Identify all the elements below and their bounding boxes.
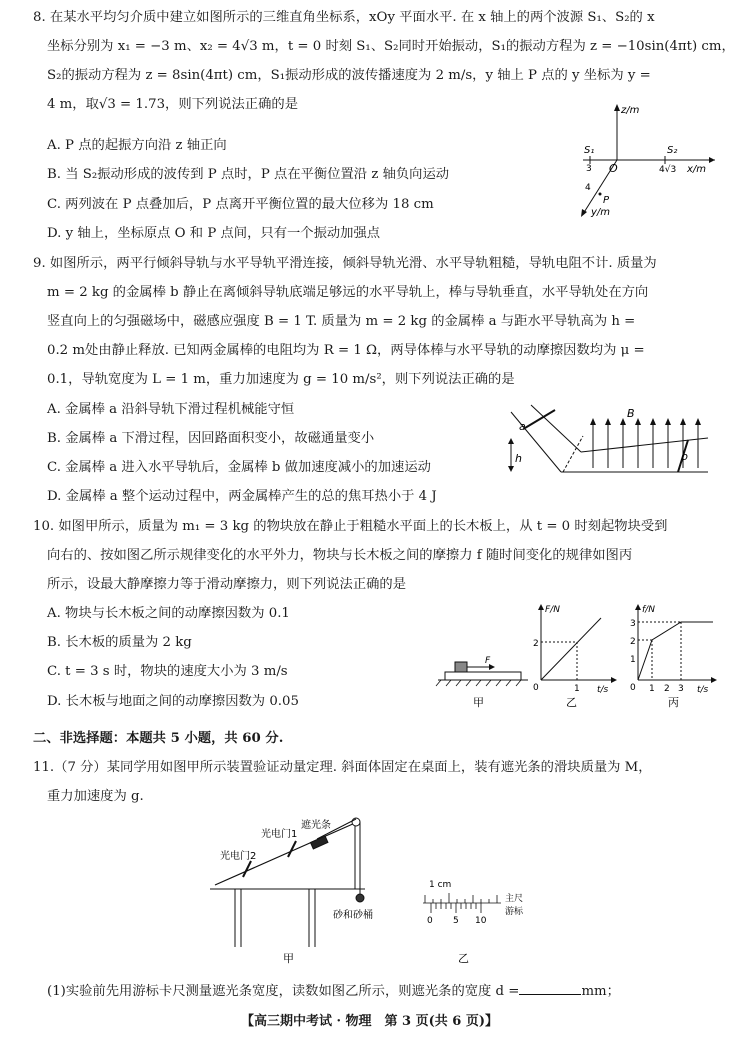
q8-stem-line-2: 坐标分别为 x₁ = −3 m、x₂ = 4√3 m，t = 0 时刻 S₁、S₂同时开始振动，S₁的振动方程为 z = −10sin(4πt) cm， (47, 39, 735, 54)
s1-x-value: 3 (586, 164, 592, 174)
bing-y-tick-3: 3 (630, 619, 636, 629)
q10-option-d: D. 长木板与地面之间的动摩擦因数为 0.05 (47, 694, 299, 709)
vernier-tick-5: 5 (453, 916, 459, 926)
q11-stem-line-1: 11.（7 分）某同学用如图甲所示装置验证动量定理. 斜面体固定在桌面上，装有遮光条的滑块质量为 M， (33, 760, 652, 775)
q8-stem-line-4: 4 m，取√3 = 1.73，则下列说法正确的是 (47, 97, 298, 112)
q8-option-a: A. P 点的起振方向沿 z 轴正向 (47, 138, 227, 153)
q11-sub-question-1 (47, 980, 620, 1002)
yi-x-tick: 1 (574, 684, 580, 694)
s2-label: S₂ (667, 145, 678, 156)
q8-stem-line-1: 8. 在某水平均匀介质中建立如图所示的三维直角坐标系，xOy 平面水平. 在 x 轴上的两个波源 S₁、S₂的 x (33, 10, 655, 25)
rod-a-label: a (519, 420, 526, 433)
z-axis-label: z/m (621, 105, 640, 116)
q9-stem-line-4: 0.2 m处由静止释放. 已知两金属棒的电阻均为 R = 1 Ω，两导体棒与水平导轨的动摩擦因数均为 μ = (47, 343, 645, 358)
q9-stem-line-1: 9. 如图所示，两平行倾斜导轨与水平导轨平滑连接，倾斜导轨光滑、水平导轨粗糙，导轨电阻不计. 质量为 (33, 256, 657, 271)
q8-stem-line-3: S₂的振动方程为 z = 8sin(4πt) cm，S₁振动形成的波传播速度为 2 m/s，y 轴上 P 点的 y 坐标为 y = (47, 68, 651, 83)
q9-option-b: B. 金属棒 a 下滑过程，因回路面积变小，故磁通量变小 (47, 431, 375, 446)
fig-bing-label: 丙 (668, 696, 679, 709)
page-footer: 【高三期中考试 · 物理 第 3 页(共 6 页)】 (240, 1014, 499, 1029)
q8-option-b: B. 当 S₂振动形成的波传到 P 点时，P 点在平衡位置沿 z 轴负向运动 (47, 167, 450, 182)
section-2-heading: 二、非选择题：本题共 5 小题，共 60 分. (33, 731, 284, 746)
bing-x-tick-3: 3 (678, 684, 684, 694)
vernier-tick-10: 10 (475, 916, 487, 926)
q9-rail-figure (503, 400, 713, 475)
cm-label: 1 cm (429, 880, 452, 890)
q9-option-d: D. 金属棒 a 整个运动过程中，两金属棒产生的总的焦耳热小于 4 J (47, 489, 437, 504)
q10-option-a: A. 物块与长木板之间的动摩擦因数为 0.1 (47, 606, 290, 621)
force-label: F (485, 656, 491, 666)
q10-option-b: B. 长木板的质量为 2 kg (47, 635, 192, 650)
yi-y-tick: 2 (533, 639, 539, 649)
q11-apparatus-figure (205, 815, 530, 970)
bing-x-tick-2: 2 (664, 684, 670, 694)
bing-zero: 0 (630, 683, 636, 693)
yi-zero: 0 (533, 683, 539, 693)
q9-option-a: A. 金属棒 a 沿斜导轨下滑过程机械能守恒 (47, 402, 295, 417)
q10-figures (433, 600, 723, 712)
y-axis-label: y/m (591, 207, 611, 218)
gate-2-label: 光电门2 (220, 851, 257, 862)
q11-sub1-unit: mm； (581, 984, 620, 999)
p-label: P (603, 195, 610, 206)
q10-stem-line-1: 10. 如图甲所示，质量为 m₁ = 3 kg 的物块放在静止于粗糙水平面上的长木板上，从 t = 0 时刻起物块受到 (33, 519, 668, 534)
vernier-tick-0: 0 (427, 916, 433, 926)
q9-stem-line-5: 0.1，导轨宽度为 L = 1 m，重力加速度为 g = 10 m/s²，则下列说法正确的是 (47, 372, 515, 387)
vernier-label: 游标 (505, 907, 524, 917)
main-scale-label: 主尺 (505, 894, 524, 904)
q10-stem-line-2: 向右的、按如图乙所示规律变化的水平外力，物块与长木板之间的摩擦力 f 随时间变化的规律如图丙 (47, 548, 633, 563)
q8-coordinate-figure (565, 98, 725, 228)
yi-x-axis-label: t/s (597, 685, 609, 695)
fig-yi-label-11: 乙 (458, 952, 469, 965)
q10-option-c: C. t = 3 s 时，物块的速度大小为 3 m/s (47, 664, 288, 679)
fig-jia-label: 甲 (473, 696, 484, 709)
rod-b-label: b (681, 450, 688, 463)
fig-jia-label-11: 甲 (283, 952, 294, 965)
q9-stem-line-2: m = 2 kg 的金属棒 b 静止在离倾斜导轨底端足够远的水平导轨上，棒与导轨垂直，水平导轨处在方向 (47, 285, 649, 300)
q11-stem-line-2: 重力加速度为 g. (47, 789, 144, 804)
sand-bucket-label: 砂和砂桶 (333, 910, 373, 921)
q10-stem-line-3: 所示，设最大静摩擦力等于滑动摩擦力，则下列说法正确的是 (47, 577, 407, 592)
bing-y-axis-label: f/N (642, 605, 655, 615)
field-b-label: B (627, 407, 635, 420)
height-label: h (515, 452, 522, 465)
p-y-value: 4 (585, 183, 591, 193)
q11-sub1-text: (1)实验前先用游标卡尺测量遮光条宽度，读数如图乙所示，则遮光条的宽度 d = (47, 984, 520, 999)
bing-x-tick-1: 1 (649, 684, 655, 694)
bing-x-axis-label: t/s (697, 685, 709, 695)
s2-x-value: 4√3 (659, 165, 677, 175)
fig-yi-label: 乙 (566, 696, 577, 709)
q8-option-c: C. 两列波在 P 点叠加后，P 点离开平衡位置的最大位移为 18 cm (47, 197, 434, 212)
origin-label: O (609, 162, 618, 175)
q8-option-d: D. y 轴上，坐标原点 O 和 P 点间，只有一个振动加强点 (47, 226, 381, 241)
answer-blank-d[interactable] (519, 980, 581, 995)
bing-y-tick-2: 2 (630, 637, 636, 647)
gate-1-label: 光电门1 (261, 829, 298, 840)
s1-label: S₁ (584, 145, 595, 156)
yi-y-axis-label: F/N (545, 605, 560, 615)
bing-y-tick-1: 1 (630, 655, 636, 665)
shade-strip-label: 遮光条 (301, 820, 331, 831)
x-axis-label: x/m (687, 164, 707, 175)
q9-option-c: C. 金属棒 a 进入水平导轨后，金属棒 b 做加速度减小的加速运动 (47, 460, 431, 475)
q9-stem-line-3: 竖直向上的匀强磁场中，磁感应强度 B = 1 T. 质量为 m = 2 kg 的金属棒 a 与距水平导轨高为 h = (47, 314, 636, 329)
